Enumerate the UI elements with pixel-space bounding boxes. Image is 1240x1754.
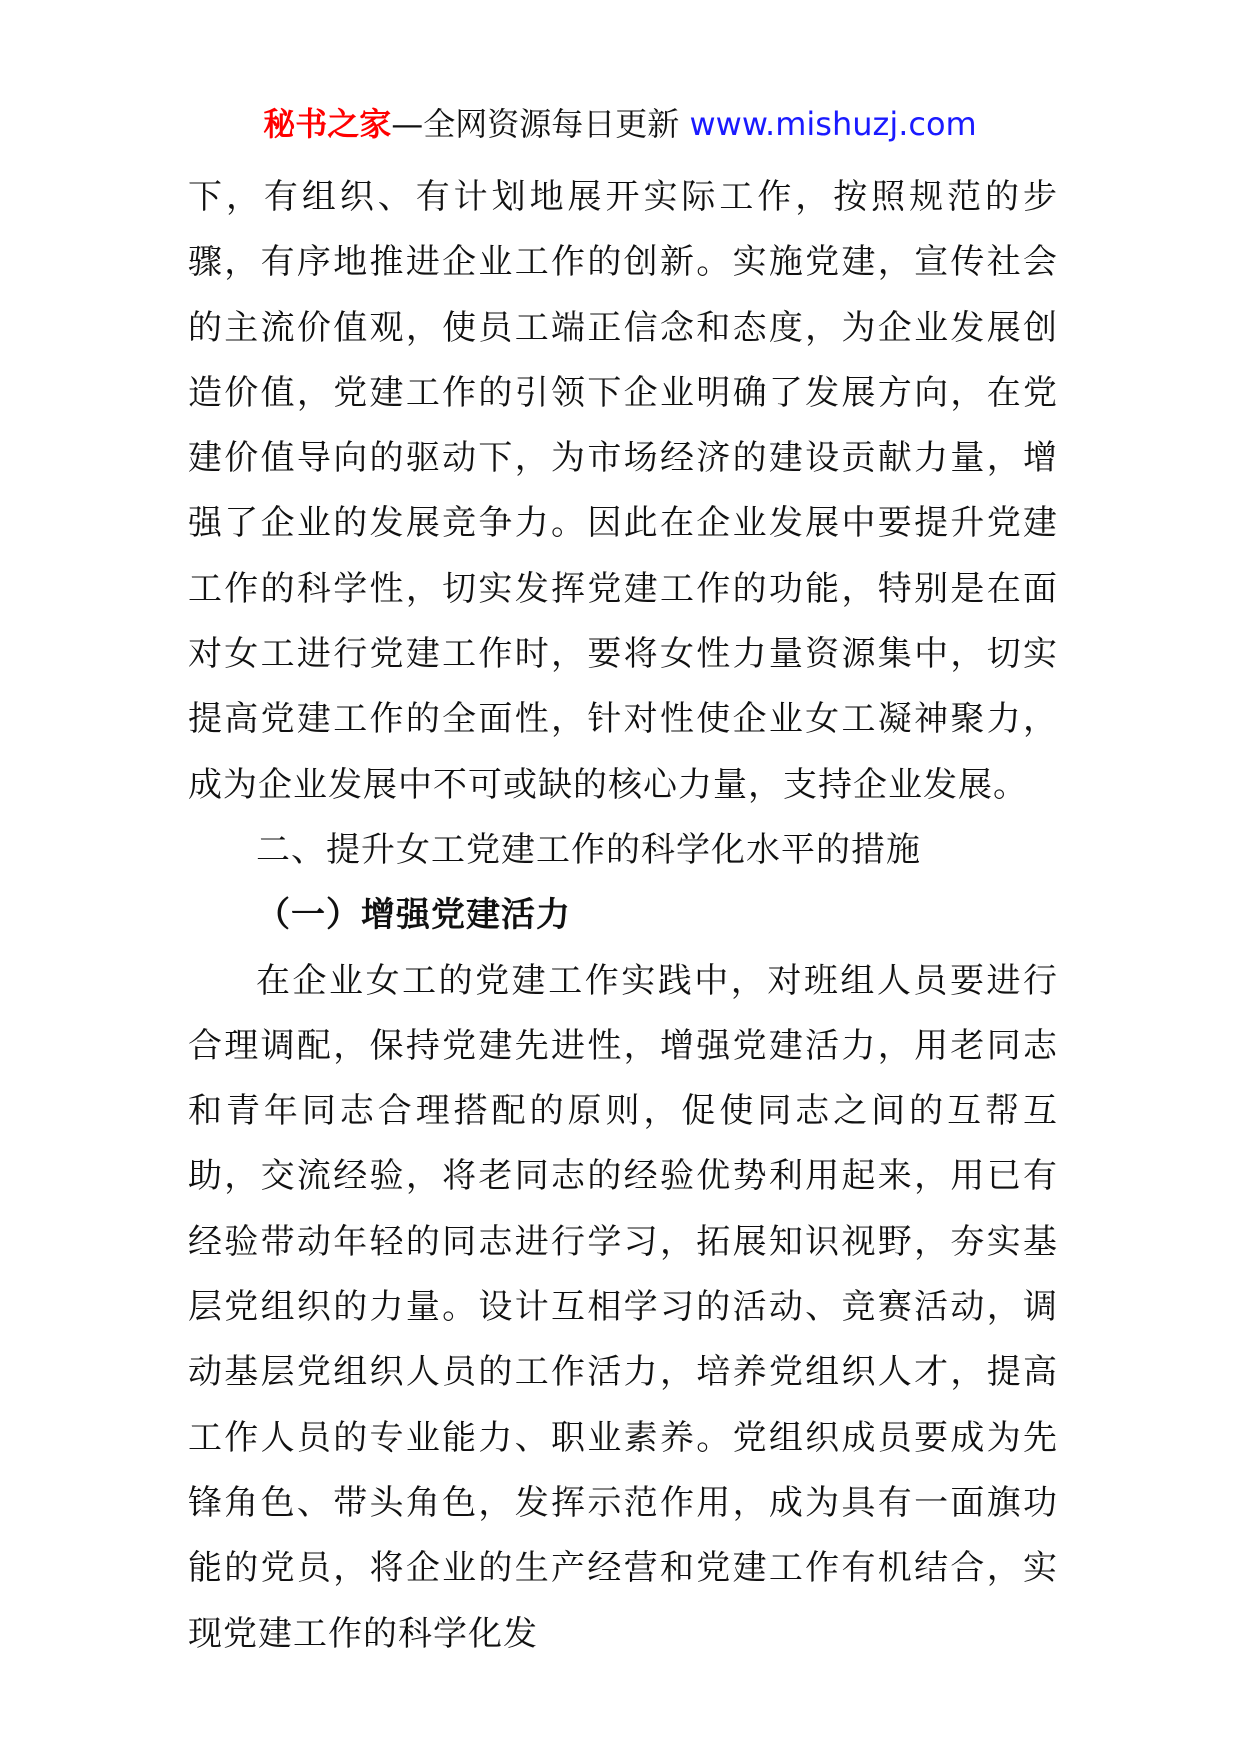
header-tagline: —全网资源每日更新 bbox=[391, 105, 680, 143]
paragraph-body: 在企业女工的党建工作实践中，对班组人员要进行合理调配，保持党建先进性，增强党建活力，用老同志和青年同志合理搭配的原则，促使同志之间的互帮互助，交流经验，将老同志的经验优势利用起来，用已有经验带动年轻的同志进行学习，拓展知识视野，夯实基层党组织的力量。设计互相学习的活动、竞赛活动，调动基层党组织人员的工作活力，培养党组织人才，提高工作人员的专业能力、职业素养。党组织成员要成为先锋角色、带头角色，发挥示范作用，成为具有一面旗功能的党员，将企业的生产经营和党建工作有机结合，实现党建工作的科学化发 bbox=[188, 960, 1058, 1654]
document-body bbox=[188, 165, 1058, 1667]
paragraph-continued: 下，有组织、有计划地展开实际工作，按照规范的步骤，有序地推进企业工作的创新。实施党建，宣传社会的主流价值观，使员工端正信念和态度，为企业发展创造价值，党建工作的引领下企业明确了发展方向，在党建价值导向的驱动下，为市场经济的建设贡献力量，增强了企业的发展竞争力。因此在企业发展中要提升党建工作的科学性，切实发挥党建工作的功能，特别是在面对女工进行党建工作时，要将女性力量资源集中，切实提高党建工作的全面性，针对性使企业女工凝神聚力，成为企业发展中不可或缺的核心力量，支持企业发展。 bbox=[188, 177, 1058, 805]
subsection-heading: （一）增强党建活力 bbox=[256, 895, 571, 936]
page-header bbox=[0, 100, 1240, 148]
section-heading: 二、提升女工党建工作的科学化水平的措施 bbox=[256, 829, 921, 870]
header-brand: 秘书之家 bbox=[263, 105, 392, 143]
header-url-link[interactable]: www.mishuzj.com bbox=[689, 105, 977, 143]
